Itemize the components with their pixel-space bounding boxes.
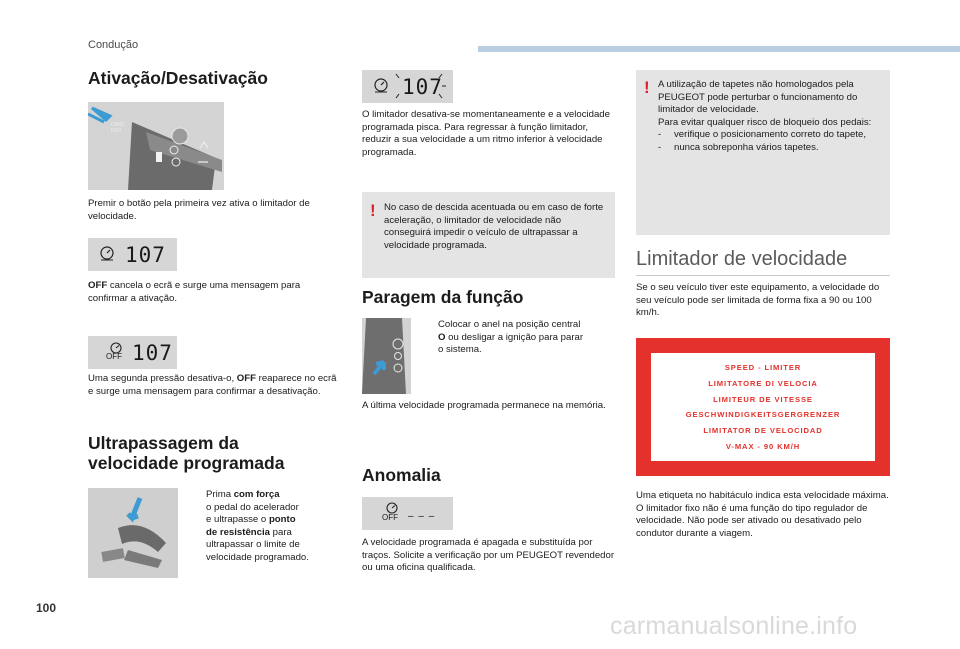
sticker-line: V-MAX - 90 KM/H bbox=[725, 441, 801, 451]
limiter-intro-text: Se o seu veículo tiver este equipamento, a velocidade do seu veículo pode ser limitada de forma fixa a 90 ou 100 km/h. bbox=[636, 282, 880, 319]
sticker-line: LIMITATORE DI VELOCIA bbox=[708, 378, 818, 388]
warning-mats-p1: A utilização de tapetes não homologados pela PEUGEOT pode perturbar o funcionamento do limitador de velocidade. bbox=[658, 79, 858, 116]
page-number: 100 bbox=[36, 601, 57, 615]
sticker-line: SPEED - LIMITER bbox=[724, 363, 802, 372]
warning-mats-item-text: nunca sobreponha vários tapetes. bbox=[674, 141, 819, 153]
title-divider bbox=[636, 275, 890, 276]
warning-exclamation-icon-2: ! bbox=[644, 78, 650, 97]
sticker-line: LIMITEUR DE VITESSE bbox=[713, 394, 813, 404]
overtake-bullet bbox=[190, 489, 340, 565]
bullet-b2: ponto bbox=[268, 514, 296, 526]
bullet-t5: ultrapassar o limite de bbox=[206, 539, 300, 551]
stop-b1: O bbox=[438, 331, 446, 343]
accelerator-pedal-illustration bbox=[88, 488, 178, 578]
last-speed-text: A última velocidade programada permanece na memória. bbox=[362, 400, 606, 411]
limiter-stalk-graphic bbox=[88, 102, 224, 190]
anomaly-title: Anomalia bbox=[362, 465, 441, 485]
ring-position-illustration bbox=[362, 318, 411, 394]
warning-mats-text bbox=[658, 79, 886, 155]
bullet-b1: com força bbox=[233, 489, 280, 500]
dashboard-display-fault bbox=[362, 497, 453, 530]
watermark: carmanualsonline.info bbox=[610, 612, 858, 640]
bullet-t6: velocidade programado. bbox=[206, 551, 309, 563]
warning-mats-item: - nunca sobreponha vários tapetes. bbox=[658, 141, 819, 153]
off-cancel-text bbox=[88, 280, 342, 305]
display-off-reading: 107 bbox=[132, 341, 173, 365]
display-blink-reading: 107 bbox=[402, 75, 443, 99]
bullet-t4: para bbox=[270, 526, 292, 538]
bullet-t1: Prima bbox=[206, 489, 234, 500]
second-press-off: OFF bbox=[236, 373, 256, 384]
warning-mats-p2: Para evitar qualquer risco de bloqueio dos pedais: bbox=[658, 116, 872, 128]
warning-box-mats bbox=[636, 70, 890, 235]
stop-t3: o sistema. bbox=[438, 344, 482, 356]
header-bar bbox=[478, 46, 960, 52]
stop-t2: ou desligar a ignição para parar bbox=[445, 331, 584, 343]
accelerator-pedal-graphic bbox=[88, 488, 178, 578]
limiter-stalk-illustration bbox=[88, 102, 224, 190]
anomaly-text: A velocidade programada é apagada e substituída por traços. Solicite a verificação por um PEUGEOT revendedor ou uma oficina qualificada. bbox=[362, 537, 615, 574]
press-first-text: Premir o botão pela primeira vez ativa o limitador de velocidade. bbox=[88, 198, 310, 222]
ring-position-graphic bbox=[362, 318, 411, 394]
stalk-button-label: CANC RES bbox=[111, 122, 126, 134]
stop-t1: Colocar o anel na posição central bbox=[438, 319, 581, 330]
sticker-line: GESCHWINDIGKEITSGERGRENZER bbox=[685, 410, 841, 420]
dashboard-display-active bbox=[88, 238, 177, 271]
second-press-pre: Uma segunda pressão desativa-o, bbox=[88, 373, 237, 384]
warning-exclamation-icon: ! bbox=[370, 201, 376, 220]
limiter-deactivates-text: O limitador desativa-se momentaneamente e a velocidade programada pisca. Para regressar à função limitador, reduzir a sua velocidade a um ritmo inferior à velocidade programada. bbox=[362, 109, 610, 158]
second-press-text bbox=[88, 373, 342, 398]
bullet-t3: e ultrapasse o bbox=[206, 514, 269, 526]
overtake-title-line2: velocidade programada bbox=[88, 453, 285, 473]
section-header: Condução bbox=[88, 39, 139, 51]
stop-title: Paragem da função bbox=[362, 287, 524, 307]
sticker-line: LIMITATOR DE VELOCIDAD bbox=[703, 426, 823, 436]
bullet-t2: o pedal do acelerador bbox=[206, 501, 299, 513]
sticker-inner bbox=[651, 353, 875, 461]
stop-bullet bbox=[422, 319, 612, 357]
display-fault-reading: – – – bbox=[408, 511, 436, 522]
off-keyword: OFF bbox=[88, 280, 108, 291]
display-speed-reading: 107 bbox=[125, 243, 166, 267]
dashboard-display-off bbox=[88, 336, 177, 369]
second-press-post: reaparece no ecrã e surge uma mensagem para confirmar a desativação. bbox=[88, 373, 337, 397]
speed-limiter-sticker bbox=[636, 338, 890, 476]
warning-mats-item: - verifique o posicionamento correto do tapete, bbox=[658, 129, 866, 141]
display-off-status: OFF bbox=[106, 352, 122, 361]
bullet-b3: de resistência bbox=[206, 526, 270, 538]
warning-mats-item-text: verifique o posicionamento correto do tapete, bbox=[674, 129, 866, 141]
off-cancel-rest: cancela o ecrã e surge uma mensagem para confirmar a ativação. bbox=[88, 280, 301, 304]
dashboard-display-blinking bbox=[362, 70, 453, 103]
display-fault-status: OFF bbox=[382, 513, 398, 522]
limiter-outro-text: Uma etiqueta no habitáculo indica esta velocidade máxima. O limitador fixo não é uma função do tipo regulador de velocidade. Não pode ser ativado ou desativado pelo condutor durante a viagem. bbox=[636, 490, 889, 539]
activation-title: Ativação/Desativação bbox=[88, 68, 268, 88]
warning-box-downhill bbox=[362, 192, 615, 278]
warning-downhill-text: No caso de descida acentuada ou em caso de forte aceleração, o limitador de velocidade não conseguirá impedir o veículo de ultrapassar a velocidade programada. bbox=[384, 202, 604, 251]
overtake-title-line1: Ultrapassagem da bbox=[88, 433, 239, 453]
speed-limiter-title: Limitador de velocidade bbox=[636, 248, 848, 270]
